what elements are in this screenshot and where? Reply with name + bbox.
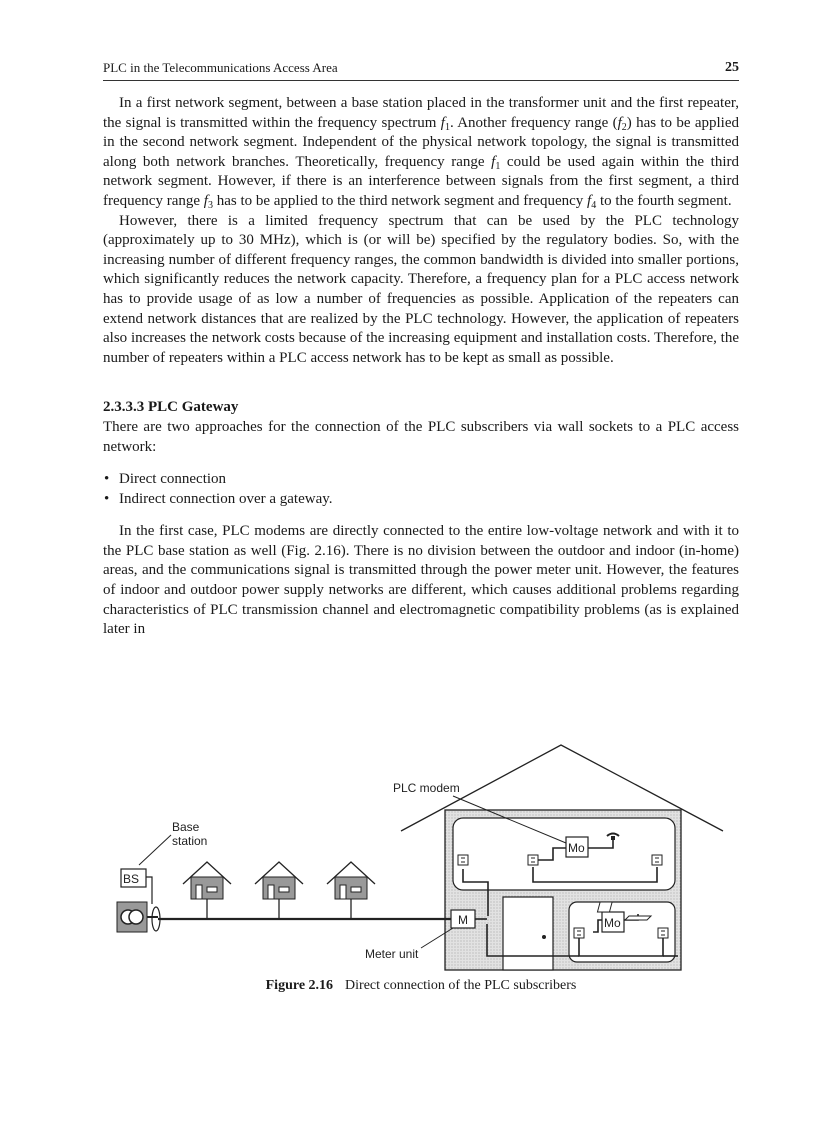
- modem-label: Mo: [604, 916, 621, 930]
- network-diagram: [103, 742, 739, 977]
- approach-list: [103, 470, 739, 509]
- running-header: [103, 60, 739, 81]
- small-house: [255, 862, 303, 919]
- base-label: Base: [172, 820, 200, 834]
- paragraph-frequency-spectrum: However, there is a limited frequency spectrum that can be used by the PLC technology (approximately up to 30 MHz), which is (or will be) specified by the regulatory bodies. So, with the increasing number of different frequency ranges, the common bandwidth is divided into smaller portions, which significantly reduces the network capacity. Therefore, a frequency plan for a PLC access network has to provide usage of as low a number of frequencies as possible. Application of the repeaters can extend network distances that are realized by the PLC technology. However, the application of repeaters also increases the network costs because of the increasing equipment and installation costs. Therefore, the number of repeaters within a PLC access network has to be kept as small as possible.: [103, 212, 739, 366]
- running-title: PLC in the Telecommunications Access Area: [103, 60, 338, 75]
- figure-direct-connection: [103, 742, 739, 977]
- station-label: station: [172, 834, 208, 848]
- house-door: [503, 897, 553, 970]
- bs-label: BS: [123, 872, 140, 886]
- meter-unit-label: Meter unit: [365, 947, 419, 961]
- paragraph-approaches: There are two approaches for the connection of the PLC subscribers via wall sockets to a PLC access network:: [103, 418, 739, 455]
- list-item: • Direct connection: [103, 470, 739, 490]
- socket-icon: [652, 855, 662, 865]
- door-knob: [542, 935, 546, 939]
- modem-label: Mo: [568, 841, 585, 855]
- socket-icon: [574, 928, 584, 938]
- figure-caption-text: Direct connection of the PLC subscribers: [345, 978, 577, 993]
- socket-icon: [458, 855, 468, 865]
- page-number: 25: [725, 60, 739, 75]
- transformer-coil: [129, 910, 143, 924]
- section-heading: 2.3.3.3 PLC Gateway: [103, 399, 239, 416]
- paragraph-first-case: In the first case, PLC modems are directly connected to the entire low-voltage network and with it to the PLC base station as well (Fig. 2.16). There is no division between the outdoor and indoor (in-home) areas, and the communications signal is transmitted through the power meter unit. However, the features of indoor and outdoor power supply networks are different, which causes additional problems regarding characteristics of PLC transmission channel and electromagnetic compatibility problems (as is explained later in: [103, 523, 739, 638]
- meter-label: M: [458, 913, 468, 927]
- small-house: [327, 862, 375, 919]
- figure-caption: [103, 978, 739, 994]
- page-body: [103, 94, 739, 640]
- small-house: [183, 862, 231, 919]
- list-item: • Indirect connection over a gateway.: [103, 490, 739, 510]
- plc-modem-label: PLC modem: [393, 781, 460, 795]
- socket-icon: [528, 855, 538, 865]
- paragraph-frequency-segments: In a first network segment, between a base station placed in the transformer unit and the first repeater, the signal is transmitted within the frequency spectrum $f_1$. Another frequency range $(f_2)$ has to be applied in the second network segment. Independent of the physical network topology, the signal is transmitted along both network branches. Theoretically, frequency range $f_1$ could be used again within the third network segment. However, if there is an interference between signals from the first segment, a third frequency range $f_3$ has to be applied to the third network segment and frequency $f_4$ to the fourth segment.: [103, 95, 739, 211]
- socket-icon: [658, 928, 668, 938]
- figure-caption-label: Figure 2.16: [265, 978, 334, 993]
- base-station-pointer: [139, 835, 171, 865]
- upper-room: [453, 818, 675, 890]
